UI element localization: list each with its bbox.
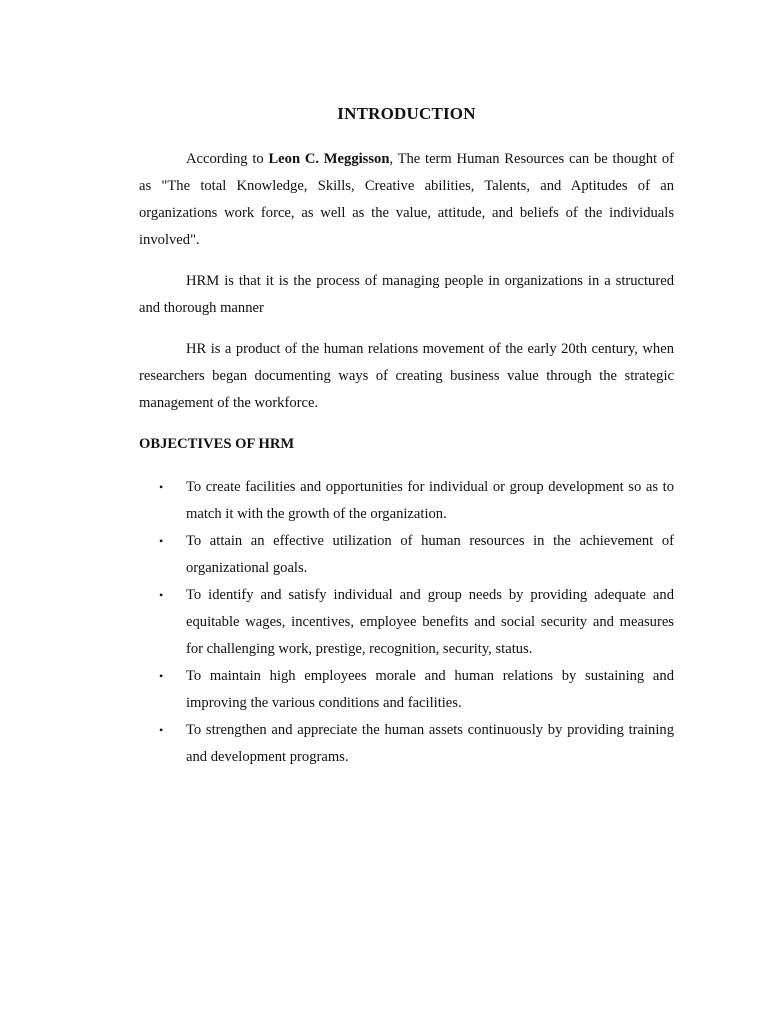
list-item	[139, 717, 674, 771]
intro-paragraph-1-post: , The term Human Resources can be thought of as "The total Knowledge, Skills, Creative abilities, Talents, and Aptitudes of an organizations work force, as well as the value, attitude, and beliefs of the individuals involved".	[139, 151, 674, 248]
list-item-text: To maintain high employees morale and human relations by sustaining and improving the various conditions and facilities.	[186, 668, 674, 711]
list-item	[139, 663, 674, 717]
intro-paragraph-1-pre: According to	[186, 151, 269, 167]
bullet-icon: •	[159, 480, 164, 494]
objectives-heading: OBJECTIVES OF HRM	[139, 436, 295, 452]
author-name: Leon C. Meggisson	[268, 151, 390, 167]
list-item-text: To attain an effective utilization of human resources in the achievement of organizational goals.	[186, 533, 674, 576]
list-item-text: To strengthen and appreciate the human assets continuously by providing training and development programs.	[186, 722, 674, 765]
list-item	[139, 474, 674, 528]
page-title: INTRODUCTION	[337, 104, 476, 123]
intro-paragraph-2: HRM is that it is the process of managing people in organizations in a structured and thorough manner	[139, 273, 674, 316]
bullet-icon: •	[159, 723, 164, 737]
list-item-text: To create facilities and opportunities for individual or group development so as to match it with the growth of the organization.	[186, 479, 674, 522]
bullet-icon: •	[159, 669, 164, 683]
objectives-list	[139, 474, 674, 771]
bullet-icon: •	[159, 588, 164, 602]
intro-paragraph-3: HR is a product of the human relations movement of the early 20th century, when researchers began documenting ways of creating business value through the strategic management of the workforce.	[139, 341, 674, 411]
list-item	[139, 582, 674, 663]
intro-paragraph-1	[139, 146, 674, 254]
bullet-icon: •	[159, 534, 164, 548]
list-item-text: To identify and satisfy individual and group needs by providing adequate and equitable wages, incentives, employee benefits and social security and measures for challenging work, prestige, recognition, security, status.	[186, 587, 674, 657]
list-item	[139, 528, 674, 582]
